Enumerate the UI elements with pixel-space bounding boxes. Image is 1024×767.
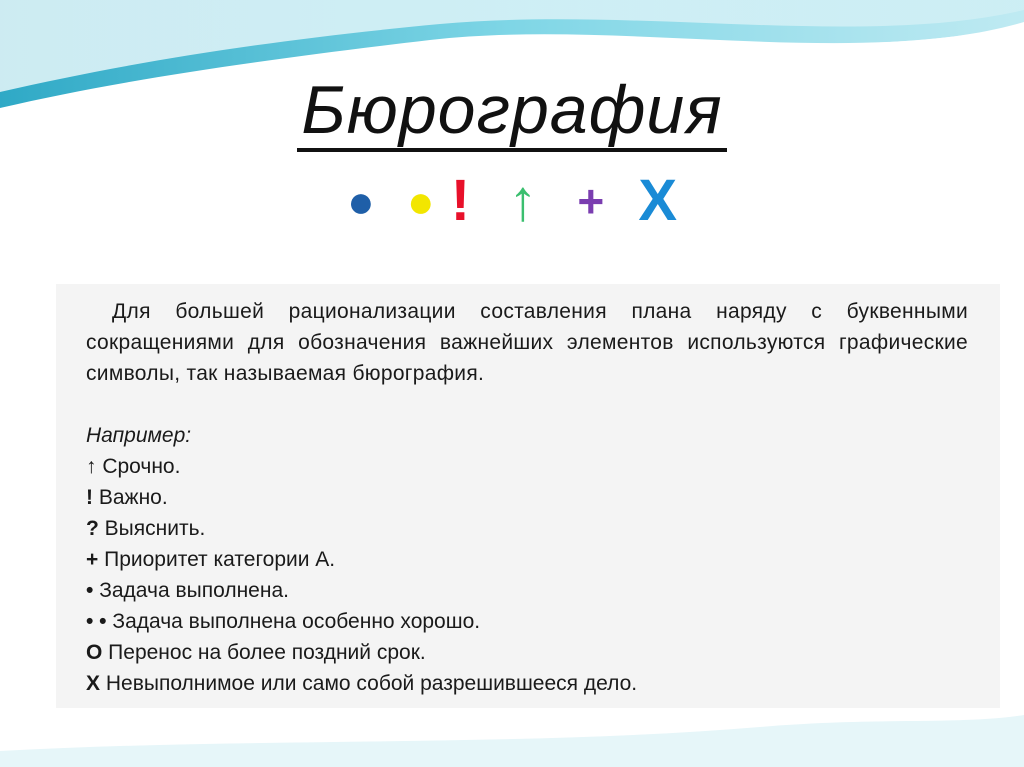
blue-dot-icon: ● bbox=[346, 174, 375, 227]
list-item bbox=[86, 637, 968, 668]
item-text: Задача выполнена. bbox=[93, 579, 289, 602]
item-symbol: О bbox=[86, 641, 103, 664]
item-text: Задача выполнена особенно хорошо. bbox=[106, 610, 481, 633]
item-text: Перенос на более поздний срок. bbox=[102, 641, 426, 664]
exclamation-icon: ! bbox=[450, 167, 471, 233]
list-item bbox=[86, 513, 968, 544]
x-icon: X bbox=[638, 167, 678, 233]
content-box bbox=[56, 284, 1000, 708]
arrow-up-icon: ↑ bbox=[508, 167, 538, 233]
example-list bbox=[86, 420, 968, 699]
list-item bbox=[86, 544, 968, 575]
item-symbol: • bbox=[86, 579, 94, 602]
decorative-wave-bottom bbox=[0, 707, 1024, 767]
yellow-dot-icon: ● bbox=[406, 174, 435, 227]
item-symbol: ? bbox=[86, 517, 99, 540]
symbol-legend-row bbox=[0, 162, 1024, 232]
item-symbol: ↑ bbox=[86, 455, 97, 478]
intro-paragraph: Для большей рационализации составления плана наряду с буквенными сокращениями для обозначения важнейших элементов используются графические символы, так называемая бюрография. bbox=[86, 300, 968, 385]
list-item bbox=[86, 606, 968, 637]
item-text: Важно. bbox=[93, 486, 168, 509]
item-symbol: Х bbox=[86, 672, 101, 695]
item-text: Невыполнимое или само собой разрешившееся дело. bbox=[100, 672, 638, 695]
slide-title-text: Бюрография bbox=[297, 72, 726, 152]
plus-icon: + bbox=[577, 174, 605, 227]
item-text: Приоритет категории А. bbox=[98, 548, 336, 571]
list-item bbox=[86, 482, 968, 513]
item-text: Выяснить. bbox=[98, 517, 206, 540]
item-symbol: • • bbox=[86, 610, 107, 633]
slide-title bbox=[0, 70, 1024, 150]
item-symbol: ! bbox=[86, 486, 93, 509]
example-heading: Например: bbox=[86, 424, 192, 447]
item-text: Срочно. bbox=[96, 455, 181, 478]
list-item bbox=[86, 668, 968, 699]
list-item bbox=[86, 575, 968, 606]
item-symbol: + bbox=[86, 548, 99, 571]
list-item bbox=[86, 451, 968, 482]
